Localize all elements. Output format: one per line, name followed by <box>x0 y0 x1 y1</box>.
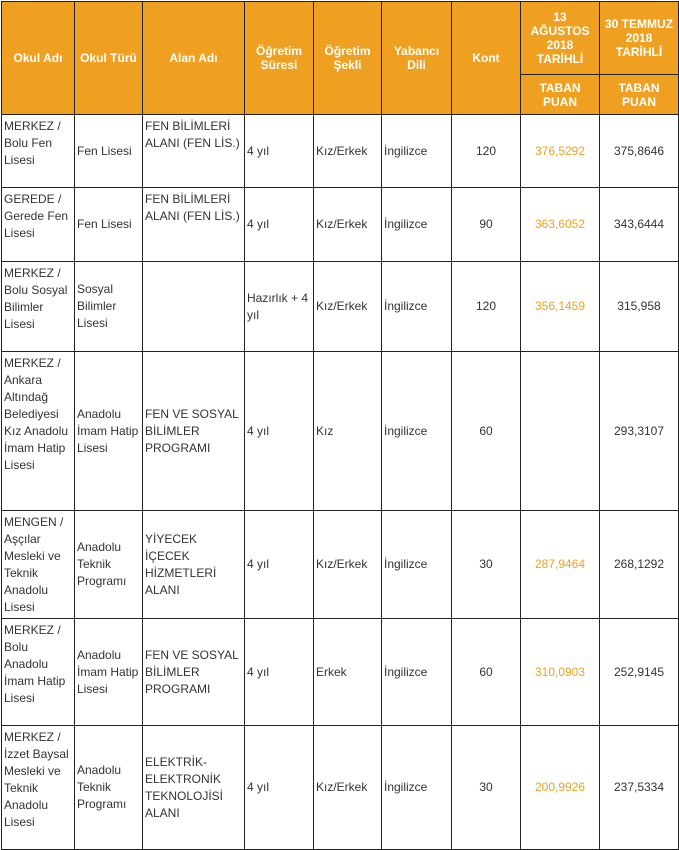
cell-okul-adi: MERKEZ / Bolu Fen Lisesi <box>2 115 75 188</box>
taban-puan-table <box>1 1 679 850</box>
cell-yabanci-dil: İngilizce <box>382 352 452 511</box>
col-yabanci-dil: Yabancı Dili <box>382 2 452 115</box>
cell-ogretim-sekli: Kız <box>314 352 382 511</box>
cell-ogretim-sekli: Kız/Erkek <box>314 726 382 850</box>
cell-ogretim-sekli: Kız/Erkek <box>314 511 382 619</box>
cell-okul-turu: Anadolu İmam Hatip Lisesi <box>75 619 143 726</box>
cell-ogretim-sekli: Kız/Erkek <box>314 115 382 188</box>
cell-alan-adi: YİYECEK İÇECEK HİZMETLERİ ALANI <box>143 511 245 619</box>
cell-yabanci-dil: İngilizce <box>382 188 452 262</box>
cell-kont: 120 <box>452 115 521 188</box>
cell-okul-adi: MERKEZ / Bolu Anadolu İmam Hatip Lisesi <box>2 619 75 726</box>
cell-yabanci-dil: İngilizce <box>382 619 452 726</box>
col-date-30-temmuz: 30 TEMMUZ 2018 TARİHLİ <box>600 2 679 75</box>
col-kont: Kont <box>452 2 521 115</box>
cell-kont: 30 <box>452 726 521 850</box>
table-row <box>2 726 679 850</box>
cell-taban-puan-2: 268,1292 <box>600 511 679 619</box>
cell-kont: 60 <box>452 619 521 726</box>
col-okul-adi: Okul Adı <box>2 2 75 115</box>
cell-taban-puan-1: 287,9464 <box>521 511 600 619</box>
cell-okul-turu: Anadolu İmam Hatip Lisesi <box>75 352 143 511</box>
cell-ogretim-suresi: 4 yıl <box>245 115 314 188</box>
cell-taban-puan-1 <box>521 352 600 511</box>
table-row <box>2 115 679 188</box>
cell-kont: 60 <box>452 352 521 511</box>
cell-okul-adi: MERKEZ / İzzet Baysal Mesleki ve Teknik Anadolu Lisesi <box>2 726 75 850</box>
cell-okul-adi: GEREDE / Gerede Fen Lisesi <box>2 188 75 262</box>
table-row <box>2 262 679 352</box>
cell-kont: 90 <box>452 188 521 262</box>
cell-ogretim-sekli: Kız/Erkek <box>314 188 382 262</box>
cell-ogretim-suresi: 4 yıl <box>245 352 314 511</box>
col-ogretim-suresi: Öğretim Süresi <box>245 2 314 115</box>
col-ogretim-sekli: Öğretim Şekli <box>314 2 382 115</box>
cell-alan-adi: FEN BİLİMLERİ ALANI (FEN LİS.) <box>143 188 245 262</box>
cell-alan-adi: FEN VE SOSYAL BİLİMLER PROGRAMI <box>143 352 245 511</box>
cell-yabanci-dil: İngilizce <box>382 115 452 188</box>
cell-taban-puan-2: 252,9145 <box>600 619 679 726</box>
cell-taban-puan-2: 293,3107 <box>600 352 679 511</box>
cell-alan-adi <box>143 262 245 352</box>
cell-alan-adi: FEN VE SOSYAL BİLİMLER PROGRAMI <box>143 619 245 726</box>
cell-kont: 30 <box>452 511 521 619</box>
cell-ogretim-suresi: 4 yıl <box>245 511 314 619</box>
cell-alan-adi: FEN BİLİMLERİ ALANI (FEN LİS.) <box>143 115 245 188</box>
col-date-13-agustos: 13 AĞUSTOS 2018 TARİHLİ <box>521 2 600 75</box>
cell-okul-turu: Fen Lisesi <box>75 188 143 262</box>
cell-ogretim-suresi: 4 yıl <box>245 726 314 850</box>
cell-taban-puan-1: 376,5292 <box>521 115 600 188</box>
cell-ogretim-suresi: 4 yıl <box>245 619 314 726</box>
cell-okul-turu: Anadolu Teknik Programı <box>75 726 143 850</box>
cell-taban-puan-1: 356,1459 <box>521 262 600 352</box>
cell-taban-puan-2: 375,8646 <box>600 115 679 188</box>
cell-okul-turu: Anadolu Teknik Programı <box>75 511 143 619</box>
cell-taban-puan-1: 310,0903 <box>521 619 600 726</box>
cell-taban-puan-1: 200,9926 <box>521 726 600 850</box>
cell-okul-adi: MERKEZ / Bolu Sosyal Bilimler Lisesi <box>2 262 75 352</box>
cell-okul-adi: MENGEN / Aşçılar Mesleki ve Teknik Anadolu Lisesi <box>2 511 75 619</box>
table-row <box>2 188 679 262</box>
cell-okul-adi: MERKEZ / Ankara Altındağ Belediyesi Kız Anadolu İmam Hatip Lisesi <box>2 352 75 511</box>
cell-taban-puan-2: 315,958 <box>600 262 679 352</box>
cell-yabanci-dil: İngilizce <box>382 726 452 850</box>
cell-yabanci-dil: İngilizce <box>382 262 452 352</box>
cell-taban-puan-2: 237,5334 <box>600 726 679 850</box>
col-okul-turu: Okul Türü <box>75 2 143 115</box>
table-row <box>2 619 679 726</box>
cell-ogretim-suresi: 4 yıl <box>245 188 314 262</box>
cell-okul-turu: Fen Lisesi <box>75 115 143 188</box>
col-taban-puan-2: TABAN PUAN <box>600 75 679 115</box>
table-row <box>2 352 679 511</box>
cell-yabanci-dil: İngilizce <box>382 511 452 619</box>
cell-ogretim-suresi: Hazırlık + 4 yıl <box>245 262 314 352</box>
col-taban-puan-1: TABAN PUAN <box>521 75 600 115</box>
header-row <box>2 2 679 75</box>
cell-taban-puan-1: 363,6052 <box>521 188 600 262</box>
cell-ogretim-sekli: Kız/Erkek <box>314 262 382 352</box>
table-body <box>2 115 679 850</box>
cell-okul-turu: Sosyal Bilimler Lisesi <box>75 262 143 352</box>
cell-alan-adi: ELEKTRİK-ELEKTRONİK TEKNOLOJİSİ ALANI <box>143 726 245 850</box>
cell-taban-puan-2: 343,6444 <box>600 188 679 262</box>
table-row <box>2 511 679 619</box>
cell-kont: 120 <box>452 262 521 352</box>
cell-ogretim-sekli: Erkek <box>314 619 382 726</box>
col-alan-adi: Alan Adı <box>143 2 245 115</box>
